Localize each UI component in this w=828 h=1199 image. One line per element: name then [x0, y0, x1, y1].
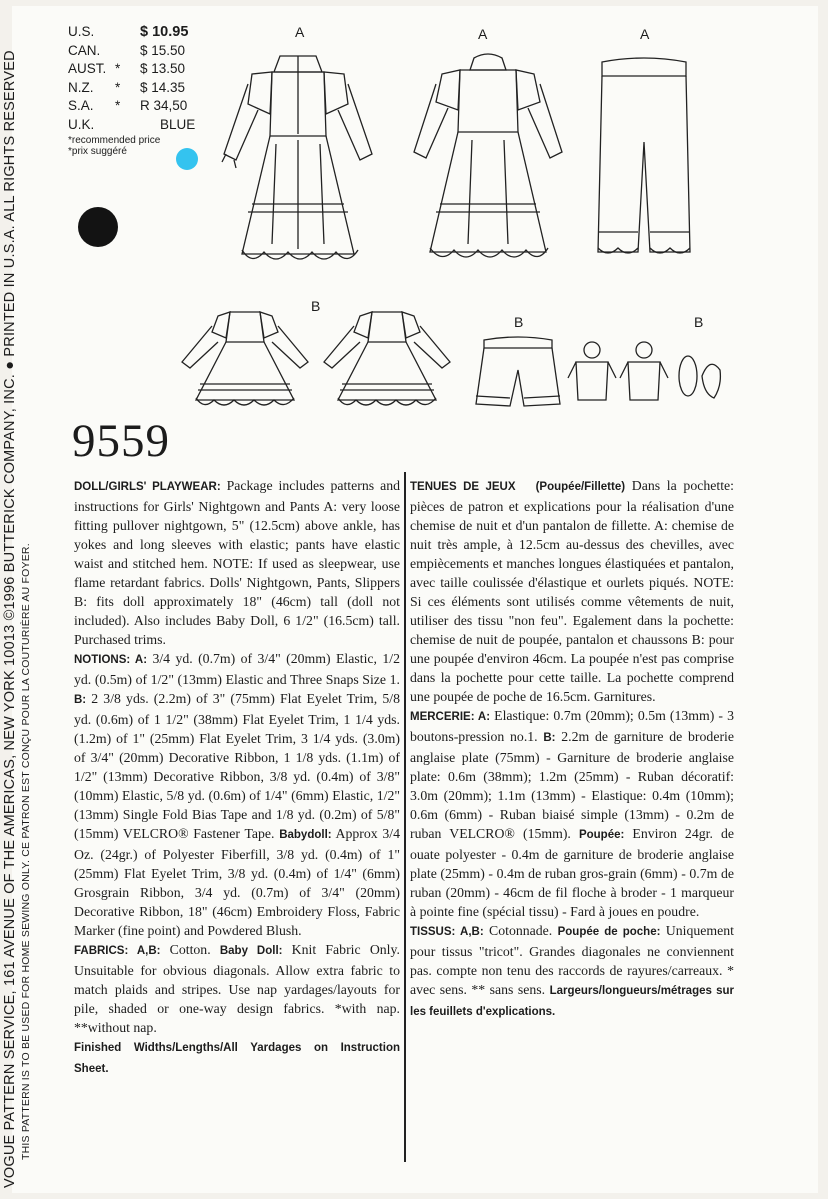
section-heading: Baby Doll:	[219, 945, 283, 957]
price-country: N.Z.	[68, 79, 94, 95]
view-label-b: B	[311, 298, 321, 314]
section-text: Cotonnade.	[483, 923, 558, 938]
section-text: Cotton.	[160, 942, 220, 957]
price-value: R 34,50	[140, 98, 188, 113]
nightgown-front-illustration	[212, 44, 384, 274]
price-row	[68, 80, 228, 99]
section-heading: Babydoll:	[279, 829, 332, 841]
section-text: 2 3/8 yds. (2.2m) of 3" (75mm) Flat Eyelet Trim, 5/8 yd. (0.6m) of 1 1/2" (38mm) Flat Eyelet Trim, 1 1/4 yds. (1.2m) of 1" (25mm) Flat Eyelet Trim, 3 1/4 yds. (3.0m) of 3/4" (20mm) Decorative Ribbon, 1 1/8 yds. (1.1m) of 1/2" (13mm) Decorative Ribbon, 3/8 yd. (0.4m) of 3/8" (10mm) Elastic, 5/8 yd. (0.6m) of 1/4" (6mm) Elastic, 1/2" (13mm) Single Fold Bias Tape and 1/8 yd. (0.2m) of 5/8" (15mm) VELCRO® Fastener Tape.	[74, 691, 400, 841]
section-heading: B:	[74, 694, 87, 706]
view-label-a: A	[478, 26, 488, 42]
doll-nightgown-front-illustration	[174, 302, 316, 414]
nightgown-back-illustration	[402, 44, 574, 274]
description-paragraph	[410, 476, 734, 706]
blue-dot-icon	[176, 148, 198, 170]
section-heading: TENUES DE JEUX	[410, 481, 516, 493]
section-text: Approx 3/4 Oz. (24gr.) of Polyester Fiberfill, 3/8 yd. (0.4m) of 1" (25mm) Flat Eyelet Trim, 3/8 yd. (0.4m) of 1/4" (6mm) Grosgrain Ribbon, 3/4 yd. (0.7m) of 3/4" (20mm) Decorative Ribbon, 18" (46cm) Embroidery Floss, Fabric Marker (fine point) and Powdered Blush.	[74, 826, 401, 938]
pattern-number: 9559	[72, 415, 170, 467]
description-paragraph	[74, 476, 400, 649]
section-text: Uniquement pour tissus "tricot". Grandes diagonales ne conviennent pas. compte non tenu des raccords de rayures/carreaux. * avec sens. ** sans sens.	[410, 923, 734, 997]
english-description	[74, 476, 400, 1079]
price-country: AUST.	[68, 61, 107, 76]
price-row	[68, 43, 228, 62]
section-heading: Poupée de poche:	[557, 926, 661, 938]
section-heading: MERCERIE: A:	[410, 711, 491, 723]
doll-nightgown-back-illustration	[316, 302, 458, 414]
home-sewing-notice: THIS PATTERN IS TO BE USED FOR HOME SEWING ONLY. CE PATRON EST CONÇU POUR LA COUTURIÈRE AU FOYER.	[20, 543, 32, 1160]
section-text: Knit Fabric Only. Unsuitable for obvious diagonals. Allow extra fabric to match plaids and stripes. Use nap yardages/layouts for pile, shaded or one-way design fabrics. *with nap. **without nap.	[74, 942, 400, 1035]
section-text: 2.2m de garniture de broderie anglaise plate (75mm) - Garniture de broderie anglaise plate: 0.6m (38mm); 1.2m (25mm) - Ruban décoratif: 3.0m (20mm); 1.1m (13mm) - Elastique: 0.4m (10mm); 0.6m (6mm) - Ruban biaisé simple (13mm) - 0.2m de ruban VELCRO® (15mm).	[410, 729, 734, 841]
section-text: Elastique: 0.7m (20mm); 0.5m (13mm) - 3 boutons-pression no.1.	[410, 708, 735, 744]
notions-paragraph	[74, 649, 400, 940]
section-heading: FABRICS: A,B:	[74, 945, 161, 957]
price-row	[68, 24, 228, 43]
price-country: S.A.	[68, 98, 94, 113]
finished-note	[74, 1037, 400, 1079]
price-country: U.S.	[68, 24, 95, 39]
section-heading: TISSUS: A,B:	[410, 926, 484, 938]
price-mark: *	[115, 61, 121, 76]
price-value: BLUE	[160, 116, 196, 132]
section-text: Environ 24gr. de ouate polyester - 0.4m de garniture de broderie anglaise plate (25mm) - 0.4m de ruban gros-grain (6mm) - 0.7m de ruban (20mm) - 46cm de fil floche à broder - 1 marqueur à pointe fine (spécial tissu) - Fard à joues en poudre.	[410, 826, 734, 919]
section-text: 3/4 yd. (0.7m) of 3/4" (20mm) Elastic, 1/2 yd. (0.5m) of 1/2" (13mm) Elastic and Three Snaps Size 1.	[74, 651, 400, 687]
price-value: $ 13.50	[140, 61, 186, 76]
section-heading: Largeurs/longueurs/métrages sur les feuillets d'explications.	[410, 985, 734, 1018]
price-note: *prix suggéré	[68, 146, 127, 157]
view-label-a: A	[295, 24, 305, 40]
price-mark: *	[115, 98, 121, 113]
french-description	[410, 476, 734, 1022]
section-text: Package includes patterns and instructions for Girls' Nightgown and Pants A: very loose fitting pullover nightgown, 5" (12.5cm) above ankle, has yokes and long sleeves with elastic; pants have elastic waist and stitched hem. NOTE: If used as sleepwear, use flame retardant fabrics. Dolls' Nightgown, Pants, Slippers B: fits doll approximately 18" (46cm) tall (doll not included). Also includes Baby Doll, 6 1/2" (16.5cm) tall. Purchased trims.	[74, 478, 400, 647]
price-row	[68, 61, 228, 80]
view-label-b: B	[514, 314, 524, 330]
baby-doll-illustration	[566, 338, 672, 408]
doll-pants-illustration	[472, 334, 566, 416]
section-heading: DOLL/GIRLS' PLAYWEAR:	[74, 481, 221, 493]
price-mark: *	[115, 79, 121, 95]
section-heading: (Poupée/Fillette)	[535, 481, 626, 493]
section-text: Dans la pochette: pièces de patron et explications pour la réalisation d'une chemise de nuit et d'un pantalon de fillette. A: chemise de nuit très ample, à 12.5cm au-dessus des chevilles, avec empiècements et manches longues élastiquées et pantalon, avec taille coulissée d'élastique et ourlets piqués. NOTE: Si ces éléments sont utilisés comme vêtements de nuit, utiliser des tissu "non feu". Egalement dans la pochette: chemise de nuit de poupée, pantalon et chaussons B: pour une poupée d'environ 46cm. La poupée n'est pas comprise dans la pochette pour cette taille. La pochette comprend une poupée de poche de 16.5cm. Garnitures.	[410, 478, 734, 704]
publisher-address: VOGUE PATTERN SERVICE, 161 AVENUE OF THE AMERICAS, NEW YORK 10013 ©1996 BUTTERICK COMPANY, INC. ● PRINTED IN U.S.A. ALL RIGHTS RESERVED	[2, 50, 18, 1188]
price-value: $ 14.35	[140, 79, 186, 95]
price-value: $ 15.50	[140, 42, 186, 58]
price-row	[68, 117, 228, 136]
column-divider	[404, 472, 406, 1162]
price-row	[68, 98, 228, 117]
price-value: $ 10.95	[140, 24, 189, 40]
section-heading: B:	[543, 732, 556, 744]
slippers-illustration	[676, 346, 724, 402]
fabrics-paragraph	[74, 940, 400, 1037]
section-heading: Finished Widths/Lengths/All Yardages on Instruction Sheet.	[74, 1042, 400, 1075]
price-country: CAN.	[68, 42, 101, 58]
section-heading: NOTIONS: A:	[74, 654, 148, 666]
price-note: *recommended price	[68, 135, 161, 146]
view-label-b: B	[694, 314, 704, 330]
price-table	[68, 24, 228, 157]
section-heading: Poupée:	[578, 829, 625, 841]
black-dot-icon	[78, 207, 118, 247]
tissus-paragraph	[410, 921, 734, 1022]
price-country: U.K.	[68, 116, 95, 132]
view-label-a: A	[640, 26, 650, 42]
pants-illustration	[588, 52, 700, 274]
mercerie-paragraph	[410, 706, 734, 921]
